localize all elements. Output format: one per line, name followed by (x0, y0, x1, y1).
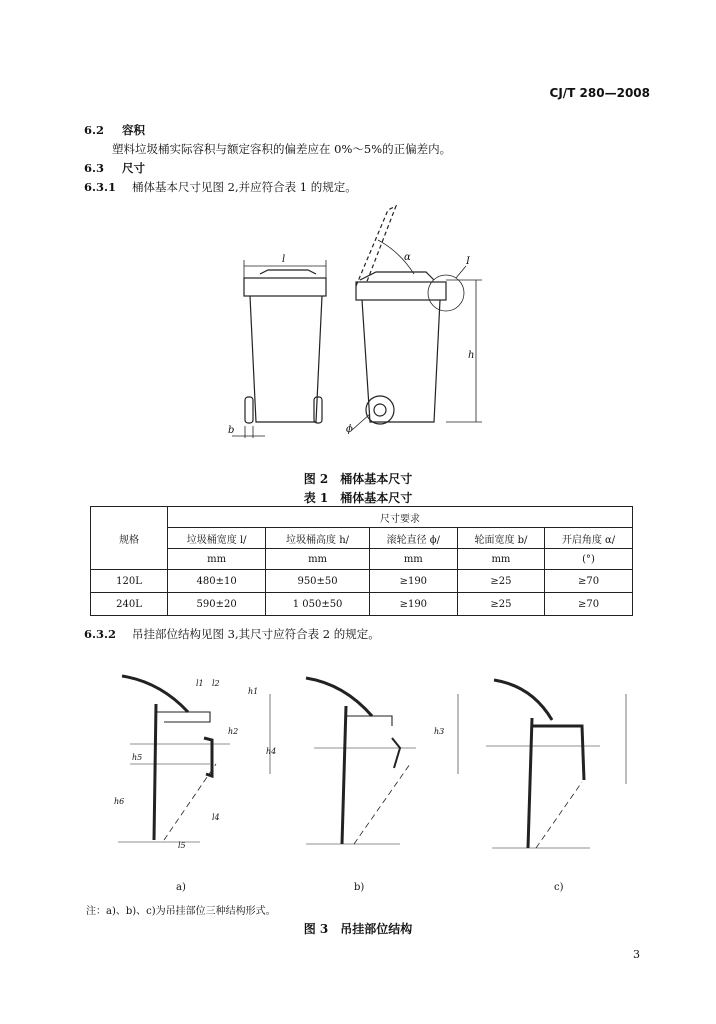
right-wheel (314, 397, 322, 423)
section-number: 6.3 (84, 161, 105, 175)
label-alpha: α (404, 252, 411, 263)
col-header: 滚轮直径 ϕ/ (369, 528, 457, 549)
b-hook (306, 678, 372, 716)
dim-label-l4: l4 (212, 813, 220, 822)
label-phi: ϕ (346, 424, 353, 435)
c-rim (532, 726, 584, 780)
cell: 1 050±50 (266, 593, 370, 616)
dim-label-l2: l2 (212, 679, 220, 688)
table-row (91, 570, 633, 593)
section-number: 6.3.1 (84, 180, 117, 194)
standard-number: CJ/T 280—2008 (549, 86, 650, 100)
a-wall (154, 704, 156, 840)
paragraph-text: 吊挂部位结构见图 3,其尺寸应符合表 2 的规定。 (132, 627, 380, 641)
label-b: b (228, 425, 235, 436)
dim-label-l1: l1 (196, 679, 204, 688)
col-unit: mm (266, 549, 370, 570)
left-bin-body (250, 296, 322, 422)
label-h: h (468, 350, 475, 361)
large-wheel (366, 396, 394, 424)
section-title: 容积 (122, 123, 145, 137)
sub-label-a: a) (176, 882, 186, 893)
cell: ≥190 (369, 570, 457, 593)
table-row (91, 593, 633, 616)
section-heading-6-3 (84, 160, 145, 176)
col-header: 垃圾桶宽度 l/ (168, 528, 266, 549)
dim-label-h3: h3 (434, 727, 445, 736)
left-bin-lid-top (260, 270, 316, 274)
cell: ≥190 (369, 593, 457, 616)
paragraph-6-3-2 (84, 626, 380, 642)
col-unit: mm (168, 549, 266, 570)
left-wheel (245, 397, 253, 423)
c-hook (494, 680, 552, 720)
cell: 590±20 (168, 593, 266, 616)
cell: ≥25 (457, 593, 544, 616)
cell-spec: 240L (91, 593, 168, 616)
section-number: 6.2 (84, 123, 105, 137)
section-number: 6.3.2 (84, 627, 117, 641)
page-number: 3 (633, 948, 640, 961)
table-1-caption: 表 1 桶体基本尺寸 (303, 491, 413, 505)
cell: ≥70 (545, 570, 633, 593)
paragraph-capacity: 塑料垃圾桶实际容积与额定容积的偏差应在 0%～5%的正偏差内。 (112, 142, 452, 156)
cell: ≥25 (457, 570, 544, 593)
col-header: 轮面宽度 b/ (457, 528, 544, 549)
header-group: 尺寸要求 (168, 507, 633, 528)
right-bin-body (362, 300, 440, 422)
b-wall (342, 706, 346, 844)
right-bin-lid (356, 282, 446, 300)
cell: ≥70 (545, 593, 633, 616)
figure-2-bin-drawing (220, 200, 520, 445)
dim-label-h5: h5 (132, 753, 143, 762)
label-l: l (282, 254, 286, 265)
dim-label-l5: l5 (178, 841, 186, 850)
section-heading-6-2 (84, 122, 145, 138)
table-1 (90, 506, 633, 616)
section-title: 尺寸 (122, 161, 145, 175)
figure-3-hanging-structure (100, 664, 640, 896)
col-unit: (°) (545, 549, 633, 570)
figure-3-caption: 图 3 吊挂部位结构 (303, 922, 413, 936)
header-spec: 规格 (91, 507, 168, 570)
cell: 480±10 (168, 570, 266, 593)
sub-label-b: b) (354, 882, 365, 893)
col-header: 垃圾桶高度 h/ (266, 528, 370, 549)
cell: 950±50 (266, 570, 370, 593)
figure-3-note: 注：a)、b)、c)为吊挂部位三种结构形式。 (86, 906, 276, 917)
label-detail: I (466, 256, 470, 267)
paragraph-text: 桶体基本尺寸见图 2,并应符合表 1 的规定。 (132, 180, 357, 194)
open-lid (356, 206, 396, 286)
cell-spec: 120L (91, 570, 168, 593)
dim-label-h4: h4 (266, 747, 277, 756)
paragraph-6-3-1 (84, 179, 357, 195)
col-header: 开启角度 α/ (545, 528, 633, 549)
dim-label-h1: h1 (248, 687, 259, 696)
dim-label-h2: h2 (228, 727, 239, 736)
right-bin-lid-top (360, 272, 434, 280)
col-unit: mm (369, 549, 457, 570)
col-unit: mm (457, 549, 544, 570)
sub-label-c: c) (554, 882, 564, 893)
figure-2-caption: 图 2 桶体基本尺寸 (303, 472, 413, 486)
dim-phi-line (352, 414, 370, 430)
left-bin-lid (244, 278, 326, 296)
dim-label-h6: h6 (114, 797, 125, 806)
c-wall (528, 718, 532, 848)
b-flange (392, 738, 400, 768)
